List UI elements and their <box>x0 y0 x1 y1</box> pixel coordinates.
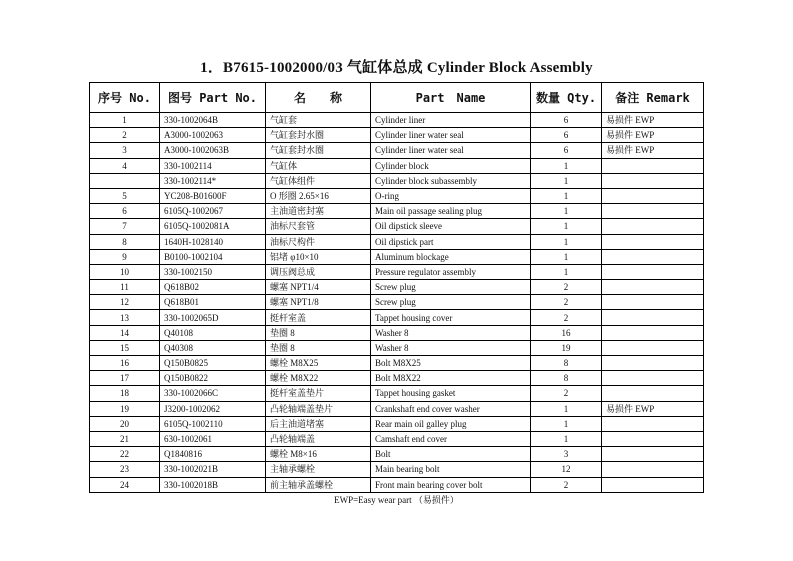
part-name-cn-cell: 垫圈 8 <box>266 340 371 355</box>
table-row <box>90 143 704 158</box>
part-number-cell: B0100-1002104 <box>160 249 266 264</box>
table-row <box>90 219 704 234</box>
row-no-cell: 6 <box>90 204 160 219</box>
part-name-en-cell: Tappet housing gasket <box>371 386 531 401</box>
row-no-cell: 23 <box>90 462 160 477</box>
row-no-cell: 4 <box>90 158 160 173</box>
part-number-cell: Q150B0822 <box>160 371 266 386</box>
quantity-cell: 1 <box>531 264 602 279</box>
quantity-cell: 12 <box>531 462 602 477</box>
part-name-cn-cell: 螺塞 NPT1/4 <box>266 280 371 295</box>
header-no: 序号 No. <box>90 83 160 113</box>
row-no-cell: 7 <box>90 219 160 234</box>
part-name-cn-cell: 气缸套 <box>266 113 371 128</box>
table-row <box>90 416 704 431</box>
row-no-cell: 16 <box>90 356 160 371</box>
quantity-cell: 6 <box>531 128 602 143</box>
part-number-cell: 330-1002021B <box>160 462 266 477</box>
part-number-cell: 6105Q-1002110 <box>160 416 266 431</box>
row-no-cell: 15 <box>90 340 160 355</box>
remark-cell <box>602 234 704 249</box>
part-name-cn-cell: 挺杆室盖垫片 <box>266 386 371 401</box>
part-name-en-cell: Screw plug <box>371 295 531 310</box>
part-number-cell: YC208-B01600F <box>160 188 266 203</box>
quantity-cell: 2 <box>531 386 602 401</box>
table-row <box>90 173 704 188</box>
table-row <box>90 356 704 371</box>
remark-cell <box>602 173 704 188</box>
part-number-cell: Q618B02 <box>160 280 266 295</box>
part-name-cn-cell: 气缸体组件 <box>266 173 371 188</box>
table-row <box>90 204 704 219</box>
part-name-en-cell: Bolt M8X25 <box>371 356 531 371</box>
table-row <box>90 447 704 462</box>
part-name-en-cell: Bolt M8X22 <box>371 371 531 386</box>
table-row <box>90 188 704 203</box>
header-name-en: Part Name <box>371 83 531 113</box>
part-number-cell: Q1840816 <box>160 447 266 462</box>
quantity-cell: 1 <box>531 158 602 173</box>
part-name-cn-cell: 凸轮轴端盖 <box>266 431 371 446</box>
row-no-cell: 13 <box>90 310 160 325</box>
quantity-cell: 16 <box>531 325 602 340</box>
quantity-cell: 1 <box>531 401 602 416</box>
part-name-en-cell: Bolt <box>371 447 531 462</box>
table-row <box>90 371 704 386</box>
part-name-en-cell: Oil dipstick part <box>371 234 531 249</box>
quantity-cell: 8 <box>531 371 602 386</box>
part-number-cell: 330-1002065D <box>160 310 266 325</box>
row-no-cell: 19 <box>90 401 160 416</box>
quantity-cell: 1 <box>531 416 602 431</box>
row-no-cell: 9 <box>90 249 160 264</box>
part-name-cn-cell: 螺栓 M8X22 <box>266 371 371 386</box>
quantity-cell: 2 <box>531 310 602 325</box>
row-no-cell: 3 <box>90 143 160 158</box>
row-no-cell: 12 <box>90 295 160 310</box>
table-row <box>90 401 704 416</box>
header-qty: 数量 Qty. <box>531 83 602 113</box>
part-name-en-cell: Cylinder liner water seal <box>371 128 531 143</box>
part-name-en-cell: Main bearing bolt <box>371 462 531 477</box>
part-name-cn-cell: 气缸套封水圈 <box>266 128 371 143</box>
quantity-cell: 8 <box>531 356 602 371</box>
part-name-cn-cell: 主轴承螺栓 <box>266 462 371 477</box>
part-name-en-cell: O-ring <box>371 188 531 203</box>
remark-cell <box>602 188 704 203</box>
part-number-cell: Q40108 <box>160 325 266 340</box>
part-number-cell: J3200-1002062 <box>160 401 266 416</box>
part-name-en-cell: Pressure regulator assembly <box>371 264 531 279</box>
quantity-cell: 19 <box>531 340 602 355</box>
row-no-cell <box>90 173 160 188</box>
quantity-cell: 3 <box>531 447 602 462</box>
remark-cell <box>602 249 704 264</box>
row-no-cell: 20 <box>90 416 160 431</box>
part-name-en-cell: Rear main oil galley plug <box>371 416 531 431</box>
part-number-cell: 330-1002018B <box>160 477 266 492</box>
part-name-cn-cell: 铝堵 φ10×10 <box>266 249 371 264</box>
remark-cell <box>602 340 704 355</box>
row-no-cell: 8 <box>90 234 160 249</box>
part-name-cn-cell: 主油道密封塞 <box>266 204 371 219</box>
parts-table <box>89 82 704 493</box>
part-name-cn-cell: 凸轮轴端盖垫片 <box>266 401 371 416</box>
table-row <box>90 128 704 143</box>
remark-cell <box>602 310 704 325</box>
row-no-cell: 22 <box>90 447 160 462</box>
quantity-cell: 1 <box>531 173 602 188</box>
table-row <box>90 462 704 477</box>
quantity-cell: 1 <box>531 219 602 234</box>
part-name-cn-cell: 螺栓 M8X25 <box>266 356 371 371</box>
part-name-cn-cell: 垫圈 8 <box>266 325 371 340</box>
table-row <box>90 340 704 355</box>
row-no-cell: 14 <box>90 325 160 340</box>
row-no-cell: 5 <box>90 188 160 203</box>
remark-cell: 易损件 EWP <box>602 128 704 143</box>
remark-cell <box>602 295 704 310</box>
row-no-cell: 17 <box>90 371 160 386</box>
table-row <box>90 431 704 446</box>
table-row <box>90 249 704 264</box>
part-name-cn-cell: O 形圈 2.65×16 <box>266 188 371 203</box>
page-title: 1．B7615-1002000/03 气缸体总成 Cylinder Block Assembly <box>200 60 593 76</box>
part-name-en-cell: Aluminum blockage <box>371 249 531 264</box>
remark-cell: 易损件 EWP <box>602 401 704 416</box>
part-name-cn-cell: 油标尺构件 <box>266 234 371 249</box>
part-name-en-cell: Camshaft end cover <box>371 431 531 446</box>
quantity-cell: 1 <box>531 249 602 264</box>
table-row <box>90 477 704 492</box>
row-no-cell: 11 <box>90 280 160 295</box>
remark-cell <box>602 416 704 431</box>
part-number-cell: 330-1002114* <box>160 173 266 188</box>
footnote: EWP=Easy wear part （易损件） <box>334 495 459 505</box>
remark-cell <box>602 219 704 234</box>
remark-cell <box>602 204 704 219</box>
part-name-en-cell: Cylinder liner water seal <box>371 143 531 158</box>
part-name-cn-cell: 后主油道堵塞 <box>266 416 371 431</box>
quantity-cell: 1 <box>531 204 602 219</box>
remark-cell <box>602 158 704 173</box>
table-header-row <box>90 83 704 113</box>
table-row <box>90 113 704 128</box>
part-name-cn-cell: 前主轴承盖螺栓 <box>266 477 371 492</box>
part-name-en-cell: Washer 8 <box>371 325 531 340</box>
remark-cell <box>602 386 704 401</box>
remark-cell: 易损件 EWP <box>602 143 704 158</box>
row-no-cell: 24 <box>90 477 160 492</box>
remark-cell <box>602 280 704 295</box>
part-name-en-cell: Main oil passage sealing plug <box>371 204 531 219</box>
part-number-cell: 630-1002061 <box>160 431 266 446</box>
header-part-no: 图号 Part No. <box>160 83 266 113</box>
row-no-cell: 2 <box>90 128 160 143</box>
table-row <box>90 386 704 401</box>
part-number-cell: Q40308 <box>160 340 266 355</box>
remark-cell <box>602 371 704 386</box>
part-name-cn-cell: 挺杆室盖 <box>266 310 371 325</box>
remark-cell <box>602 477 704 492</box>
part-number-cell: 330-1002064B <box>160 113 266 128</box>
remark-cell <box>602 431 704 446</box>
part-name-cn-cell: 螺栓 M8×16 <box>266 447 371 462</box>
row-no-cell: 18 <box>90 386 160 401</box>
part-name-cn-cell: 气缸体 <box>266 158 371 173</box>
part-name-en-cell: Washer 8 <box>371 340 531 355</box>
part-number-cell: 330-1002114 <box>160 158 266 173</box>
part-name-en-cell: Tappet housing cover <box>371 310 531 325</box>
remark-cell <box>602 325 704 340</box>
part-name-en-cell: Cylinder block subassembly <box>371 173 531 188</box>
row-no-cell: 10 <box>90 264 160 279</box>
table-row <box>90 280 704 295</box>
quantity-cell: 2 <box>531 280 602 295</box>
table-row <box>90 310 704 325</box>
part-name-en-cell: Oil dipstick sleeve <box>371 219 531 234</box>
quantity-cell: 2 <box>531 477 602 492</box>
table-row <box>90 234 704 249</box>
row-no-cell: 1 <box>90 113 160 128</box>
part-number-cell: A3000-1002063 <box>160 128 266 143</box>
table-row <box>90 158 704 173</box>
part-number-cell: 330-1002150 <box>160 264 266 279</box>
header-name-cn: 名 称 <box>266 83 371 113</box>
table-row <box>90 264 704 279</box>
part-number-cell: Q618B01 <box>160 295 266 310</box>
part-name-en-cell: Screw plug <box>371 280 531 295</box>
remark-cell <box>602 356 704 371</box>
remark-cell: 易损件 EWP <box>602 113 704 128</box>
quantity-cell: 6 <box>531 143 602 158</box>
quantity-cell: 1 <box>531 431 602 446</box>
remark-cell <box>602 264 704 279</box>
quantity-cell: 6 <box>531 113 602 128</box>
part-name-cn-cell: 油标尺套管 <box>266 219 371 234</box>
part-name-en-cell: Cylinder block <box>371 158 531 173</box>
part-number-cell: 6105Q-1002081A <box>160 219 266 234</box>
part-name-cn-cell: 气缸套封水圈 <box>266 143 371 158</box>
part-name-en-cell: Cylinder liner <box>371 113 531 128</box>
part-name-en-cell: Crankshaft end cover washer <box>371 401 531 416</box>
table-row <box>90 325 704 340</box>
remark-cell <box>602 447 704 462</box>
quantity-cell: 1 <box>531 188 602 203</box>
part-number-cell: Q150B0825 <box>160 356 266 371</box>
part-name-cn-cell: 螺塞 NPT1/8 <box>266 295 371 310</box>
part-number-cell: 330-1002066C <box>160 386 266 401</box>
row-no-cell: 21 <box>90 431 160 446</box>
part-name-en-cell: Front main bearing cover bolt <box>371 477 531 492</box>
quantity-cell: 1 <box>531 234 602 249</box>
header-remark: 备注 Remark <box>602 83 704 113</box>
part-number-cell: A3000-1002063B <box>160 143 266 158</box>
part-number-cell: 6105Q-1002067 <box>160 204 266 219</box>
part-name-cn-cell: 调压阀总成 <box>266 264 371 279</box>
part-number-cell: 1640H-1028140 <box>160 234 266 249</box>
quantity-cell: 2 <box>531 295 602 310</box>
table-row <box>90 295 704 310</box>
remark-cell <box>602 462 704 477</box>
